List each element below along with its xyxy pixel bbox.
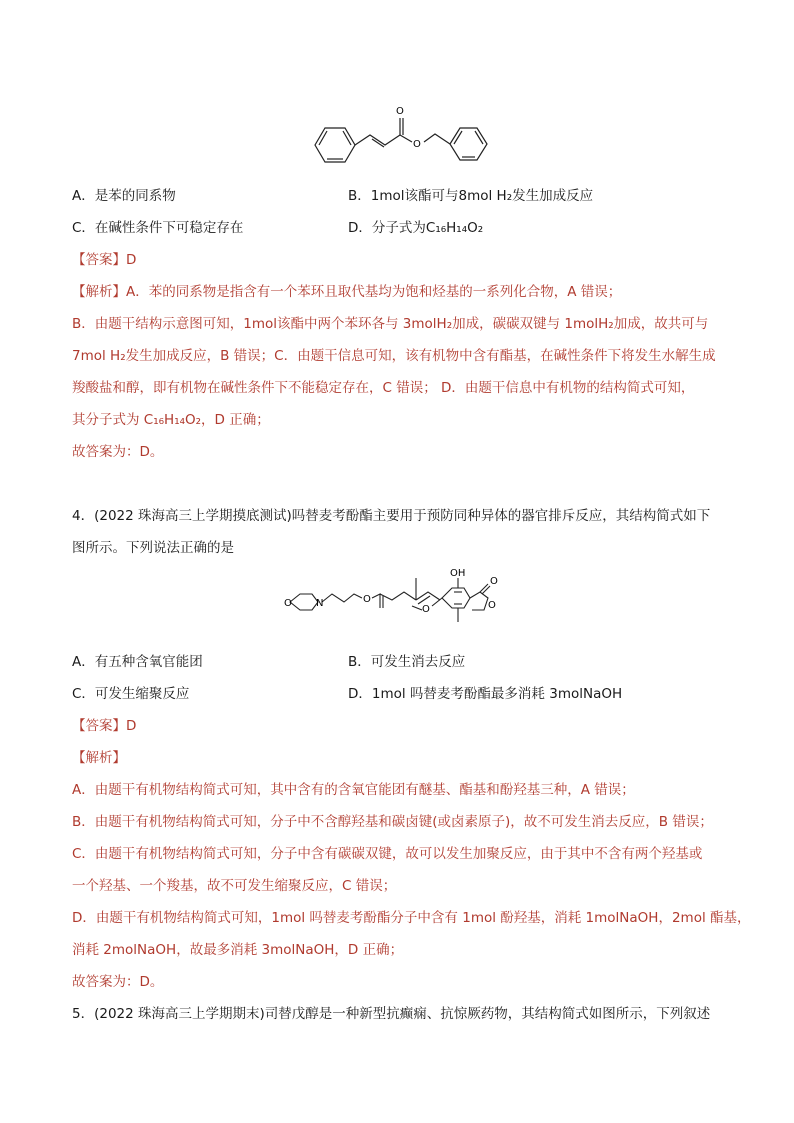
q4-conclusion: 故答案为：D。 [72,974,164,990]
q4-option-a: A．有五种含氧官能团 [72,654,203,670]
q4-analysis-line-5: D．由题干有机物结构简式可知，1mol 吗替麦考酚酯分子中含有 1mol 酚羟基，消耗 1molNaOH，2mol 酯基， [72,910,751,926]
q4-analysis-line-6: 消耗 2molNaOH，故最多消耗 3molNaOH，D 正确； [72,942,404,958]
q4-answer: 【答案】D [72,718,137,734]
q3-answer: 【答案】D [72,252,137,268]
morpholine-oxygen-label: O [284,598,292,609]
q3-analysis-line-3: 7mol H₂发生加成反应，B 错误；C．由题干信息可知，该有机物中含有酯基，在碱性条件下将发生水解生成 [72,348,716,364]
q4-analysis-line-1: A．由题干有机物结构简式可知，其中含有的含氧官能团有醚基、酯基和酚羟基三种，A 错误； [72,782,635,798]
q3-analysis-line-1: 【解析】A．苯的同系物是指含有一个苯环且取代基均为饱和烃基的一系列化合物，A 错误； [72,284,622,300]
lactone-oxygen-label: O [488,600,496,611]
q3-analysis-line-5: 其分子式为 C₁₆H₁₄O₂，D 正确； [72,412,270,428]
q3-option-d: D．分子式为C₁₆H₁₄O₂ [348,220,484,236]
q4-analysis-line-4: 一个羟基、一个羧基，故不可发生缩聚反应，C 错误； [72,878,397,894]
mycophenolate-mofetil-structure [282,564,532,644]
q4-stem-line-1: 4．(2022 珠海高三上学期摸底测试)吗替麦考酚酯主要用于预防同种异体的器官排斥反应，其结构简式如下 [72,508,711,524]
ketone-oxygen-label: O [490,576,498,587]
benzyl-cinnamate-structure [305,100,495,175]
q3-option-a: A．是苯的同系物 [72,188,176,204]
q3-option-c: C．在碱性条件下可稳定存在 [72,220,244,236]
q4-option-b: B．可发生消去反应 [348,654,466,670]
q4-analysis-line-3: C．由题干有机物结构简式可知，分子中含有碳碳双键，故可以发生加聚反应，由于其中不含有两个羟基或 [72,846,703,862]
carbonyl-oxygen-label: O [396,106,404,117]
ester-oxygen-label: O [413,139,421,150]
q5-stem-line-1: 5．(2022 珠海高三上学期期末)司替戊醇是一种新型抗癫痫、抗惊厥药物，其结构简式如图所示，下列叙述 [72,1006,711,1022]
q4-option-c: C．可发生缩聚反应 [72,686,190,702]
q4-analysis-line-2: B．由题干有机物结构简式可知，分子中不含醇羟基和碳卤键(或卤素原子)，故不可发生消去反应，B 错误； [72,814,713,830]
q3-option-b: B．1mol该酯可与8mol H₂发生加成反应 [348,188,594,204]
q4-stem-line-2: 图所示。下列说法正确的是 [72,540,234,556]
q3-analysis-line-2: B．由题干结构示意图可知，1mol该酯中两个苯环各与 3molH₂加成，碳碳双键与 1molH₂加成，故共可与 [72,316,709,332]
q4-analysis-heading: 【解析】 [72,750,126,766]
q4-option-d: D．1mol 吗替麦考酚酯最多消耗 3molNaOH [348,686,623,702]
q3-analysis-line-4: 羧酸盐和醇，即有机物在碱性条件下不能稳定存在，C 错误； D．由题干信息中有机物的结构简式可知， [72,380,695,396]
methoxy-oxygen-label: O [422,604,430,615]
ester-oxygen-label: O [363,594,371,605]
q3-conclusion: 故答案为：D。 [72,444,164,460]
hydroxyl-label: OH [450,568,466,579]
nitrogen-label: N [316,598,324,609]
